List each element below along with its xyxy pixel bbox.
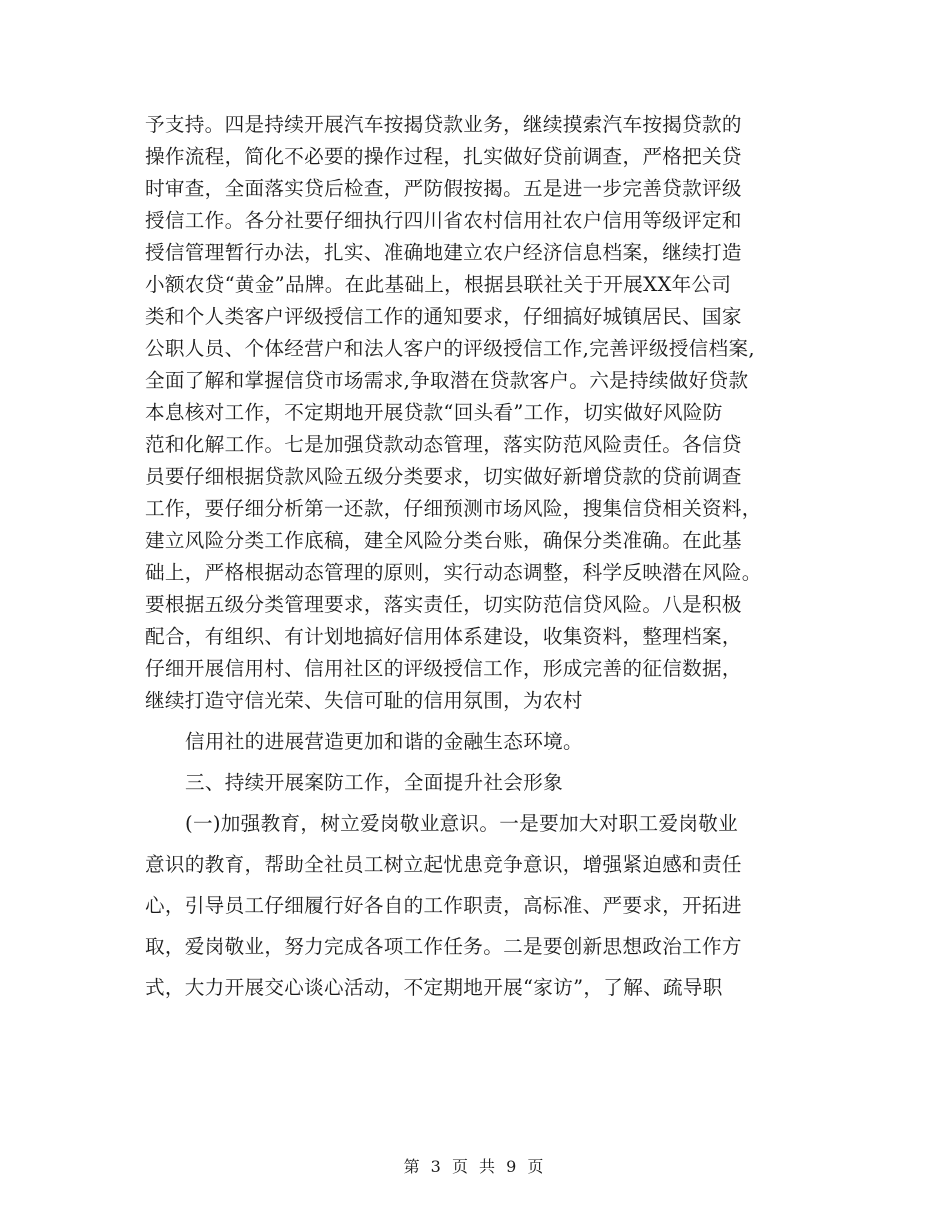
text-line: 础上，严格根据动态管理的原则，实行动态调整，科学反映潜在风险。 [145, 561, 762, 584]
text-line: 信用社的进展营造更加和谐的金融生态环境。 [185, 730, 583, 753]
text-line: 时审查，全面落实贷后检查，严防假按揭。五是进一步完善贷款评级 [145, 177, 742, 200]
text-line: 全面了解和掌握信贷市场需求,争取潜在贷款客户。六是持续做好贷款 [145, 369, 749, 392]
text-line: 小额农贷“黄金”品牌。在此基础上，根据县联社关于开展XX年公司 [145, 273, 732, 296]
text-line: 式，大力开展交心谈心活动，不定期地开展“家访”，了解、疏导职 [145, 976, 723, 999]
text-line: 范和化解工作。七是加强贷款动态管理，落实防范风险责任。各信贷 [145, 433, 742, 456]
text-line: 员要仔细根据贷款风险五级分类要求，切实做好新增贷款的贷前调查 [145, 465, 742, 488]
text-line: 继续打造守信光荣、失信可耻的信用氛围，为农村 [145, 689, 583, 712]
text-line: 类和个人类客户评级授信工作的通知要求，仔细搞好城镇居民、国家 [145, 305, 742, 328]
text-line: 授信工作。各分社要仔细执行四川省农村信用社农户信用等级评定和 [145, 209, 742, 232]
text-line: 要根据五级分类管理要求，落实责任，切实防范信贷风险。八是积极 [145, 593, 742, 616]
text-line: 公职人员、个体经营户和法人客户的评级授信工作,完善评级授信档案, [145, 337, 755, 360]
text-line: (一)加强教育，树立爱岗敬业意识。一是要加大对职工爱岗敬业 [185, 812, 739, 835]
text-line: 授信管理暂行办法，扎实、准确地建立农户经济信息档案，继续打造 [145, 241, 742, 264]
text-line: 配合，有组织、有计划地搞好信用体系建设，收集资料，整理档案， [145, 625, 742, 648]
page-number-footer: 第 3 页 共 9 页 [403, 1157, 547, 1176]
text-line: 予支持。四是持续开展汽车按揭贷款业务，继续摸索汽车按揭贷款的 [145, 113, 742, 136]
text-line: 工作，要仔细分析第一还款，仔细预测市场风险，搜集信贷相关资料， [145, 497, 762, 520]
text-line: 取，爱岗敬业，努力完成各项工作任务。二是要创新思想政治工作方 [145, 935, 742, 958]
text-line: 仔细开展信用村、信用社区的评级授信工作，形成完善的征信数据， [145, 657, 742, 680]
text-line: 建立风险分类工作底稿，建全风险分类台账，确保分类准确。在此基 [145, 529, 742, 552]
text-line: 意识的教育，帮助全社员工树立起忧患竞争意识，增强紧迫感和责任 [145, 853, 742, 876]
text-line: 心，引导员工仔细履行好各自的工作职责，高标准、严要求，开拓进 [145, 894, 742, 917]
section-heading: 三、持续开展案防工作，全面提升社会形象 [185, 771, 563, 794]
text-line: 操作流程，简化不必要的操作过程，扎实做好贷前调查，严格把关贷 [145, 145, 742, 168]
text-line: 本息核对工作，不定期地开展贷款“回头看”工作，切实做好风险防 [145, 401, 723, 424]
